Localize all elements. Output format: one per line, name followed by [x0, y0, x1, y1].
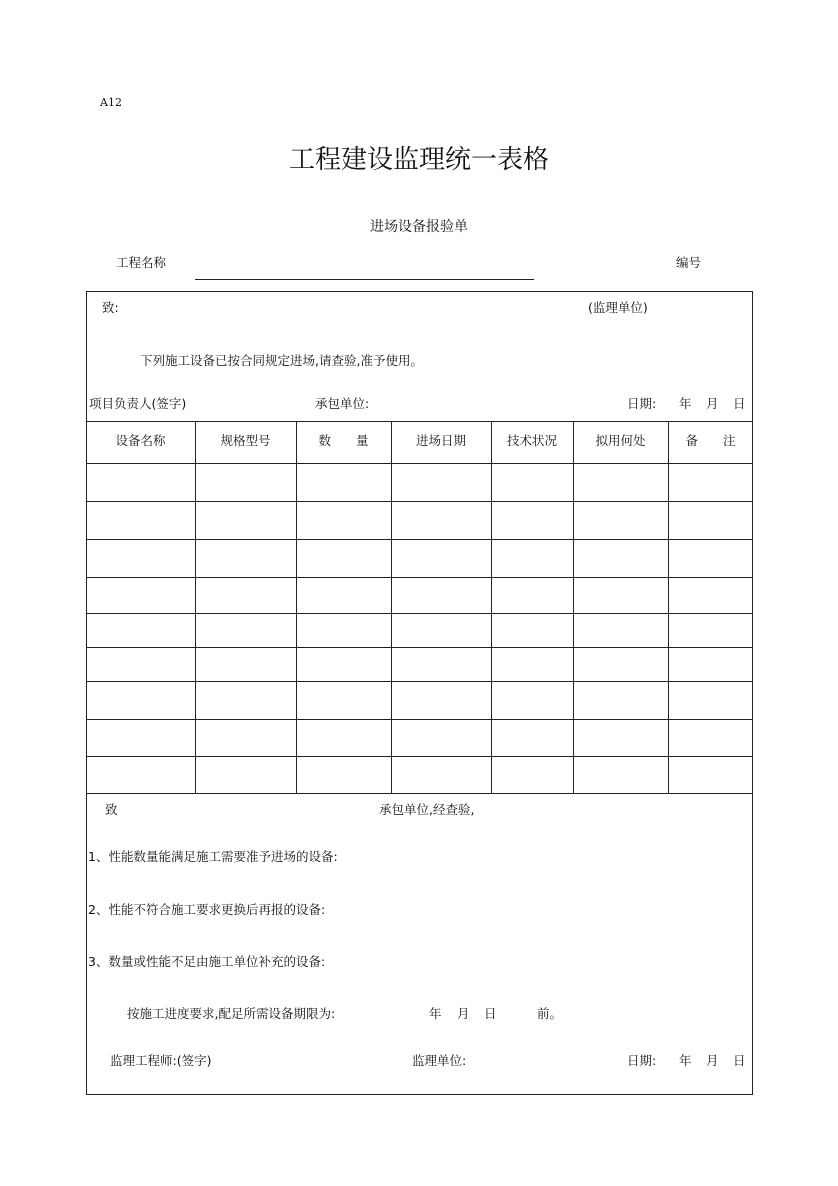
table-cell[interactable] — [86, 539, 195, 577]
table-cell[interactable] — [195, 719, 296, 756]
bottom-year: 年 — [679, 1053, 692, 1068]
column-header: 拟用何处 — [595, 433, 646, 448]
table-cell[interactable] — [86, 577, 195, 613]
statement: 下列施工设备已按合同规定进场,请查验,准予使用。 — [140, 353, 423, 368]
table-cell[interactable] — [573, 719, 668, 756]
table-cell[interactable] — [573, 613, 668, 647]
table-cell[interactable] — [668, 577, 753, 613]
table-cell[interactable] — [391, 463, 491, 501]
table-cell[interactable] — [296, 719, 391, 756]
table-cell[interactable] — [391, 577, 491, 613]
item-2: 2、性能不符合施工要求更换后再报的设备: — [88, 902, 326, 917]
table-cell[interactable] — [491, 719, 573, 756]
table-cell[interactable] — [573, 463, 668, 501]
table-cell[interactable] — [391, 501, 491, 539]
date-label: 日期: — [627, 396, 657, 411]
project-name-field[interactable] — [195, 279, 534, 280]
contractor-checked: 承包单位,经查验, — [379, 802, 475, 817]
column-header: 备 注 — [685, 433, 736, 448]
deadline-year: 年 — [429, 1006, 442, 1021]
table-cell[interactable] — [573, 681, 668, 719]
table-cell[interactable] — [296, 577, 391, 613]
column-header: 数 量 — [318, 433, 369, 448]
column-header: 进场日期 — [415, 433, 466, 448]
table-cell[interactable] — [86, 719, 195, 756]
table-cell[interactable] — [573, 756, 668, 793]
table-cell[interactable] — [296, 539, 391, 577]
table-cell[interactable] — [491, 647, 573, 681]
table-cell[interactable] — [573, 647, 668, 681]
deadline-day: 日 — [484, 1006, 497, 1021]
table-rule — [86, 421, 753, 422]
table-cell[interactable] — [86, 463, 195, 501]
bottom-to-label: 致 — [105, 802, 118, 817]
table-cell[interactable] — [668, 647, 753, 681]
subtitle: 进场设备报验单 — [370, 219, 468, 235]
table-cell[interactable] — [86, 756, 195, 793]
table-cell[interactable] — [491, 577, 573, 613]
supervisor-unit: (监理单位) — [588, 300, 648, 315]
contractor-label: 承包单位: — [315, 396, 370, 411]
table-cell[interactable] — [573, 501, 668, 539]
table-cell[interactable] — [195, 613, 296, 647]
supervisor-unit-label: 监理单位: — [412, 1053, 467, 1068]
table-cell[interactable] — [86, 501, 195, 539]
month-label: 月 — [706, 396, 719, 411]
table-cell[interactable] — [195, 647, 296, 681]
table-cell[interactable] — [195, 756, 296, 793]
table-rule — [86, 793, 753, 794]
table-cell[interactable] — [668, 681, 753, 719]
table-cell[interactable] — [296, 613, 391, 647]
item-1: 1、性能数量能满足施工需要准予进场的设备: — [88, 849, 338, 864]
table-cell[interactable] — [573, 577, 668, 613]
project-name-label: 工程名称 — [116, 255, 167, 270]
table-cell[interactable] — [491, 613, 573, 647]
table-cell[interactable] — [491, 756, 573, 793]
table-cell[interactable] — [668, 463, 753, 501]
table-cell[interactable] — [296, 463, 391, 501]
form-code: A12 — [100, 96, 122, 109]
deadline-text: 按施工进度要求,配足所需设备期限为: — [127, 1006, 336, 1021]
engineer-label: 监理工程师:(签字) — [110, 1053, 212, 1068]
table-cell[interactable] — [195, 463, 296, 501]
year-label: 年 — [679, 396, 692, 411]
table-cell[interactable] — [391, 647, 491, 681]
table-cell[interactable] — [491, 681, 573, 719]
table-cell[interactable] — [195, 577, 296, 613]
table-cell[interactable] — [668, 539, 753, 577]
table-cell[interactable] — [491, 463, 573, 501]
table-cell[interactable] — [668, 719, 753, 756]
to-label: 致: — [102, 300, 119, 315]
table-cell[interactable] — [391, 719, 491, 756]
table-cell[interactable] — [391, 539, 491, 577]
table-cell[interactable] — [296, 756, 391, 793]
bottom-date-label: 日期: — [627, 1053, 657, 1068]
deadline-month: 月 — [457, 1006, 470, 1021]
table-cell[interactable] — [668, 501, 753, 539]
number-label: 编号 — [676, 255, 702, 270]
table-cell[interactable] — [391, 756, 491, 793]
table-cell[interactable] — [86, 647, 195, 681]
bottom-month: 月 — [706, 1053, 719, 1068]
table-cell[interactable] — [296, 501, 391, 539]
table-cell[interactable] — [86, 681, 195, 719]
column-header: 规格型号 — [220, 433, 271, 448]
item-3: 3、数量或性能不足由施工单位补充的设备: — [88, 954, 326, 969]
table-cell[interactable] — [491, 539, 573, 577]
bottom-day: 日 — [733, 1053, 746, 1068]
column-header: 技术状况 — [506, 433, 557, 448]
table-cell[interactable] — [86, 613, 195, 647]
table-cell[interactable] — [195, 501, 296, 539]
table-cell[interactable] — [668, 613, 753, 647]
day-label: 日 — [733, 396, 746, 411]
table-cell[interactable] — [296, 681, 391, 719]
page-title: 工程建设监理统一表格 — [288, 145, 549, 175]
table-cell[interactable] — [195, 681, 296, 719]
table-cell[interactable] — [491, 501, 573, 539]
table-cell[interactable] — [573, 539, 668, 577]
column-header: 设备名称 — [115, 433, 166, 448]
table-cell[interactable] — [296, 647, 391, 681]
table-cell[interactable] — [195, 539, 296, 577]
deadline-before: 前。 — [537, 1006, 563, 1021]
manager-label: 项目负责人(签字) — [89, 396, 187, 411]
table-cell[interactable] — [391, 681, 491, 719]
table-cell[interactable] — [391, 613, 491, 647]
table-cell[interactable] — [668, 756, 753, 793]
